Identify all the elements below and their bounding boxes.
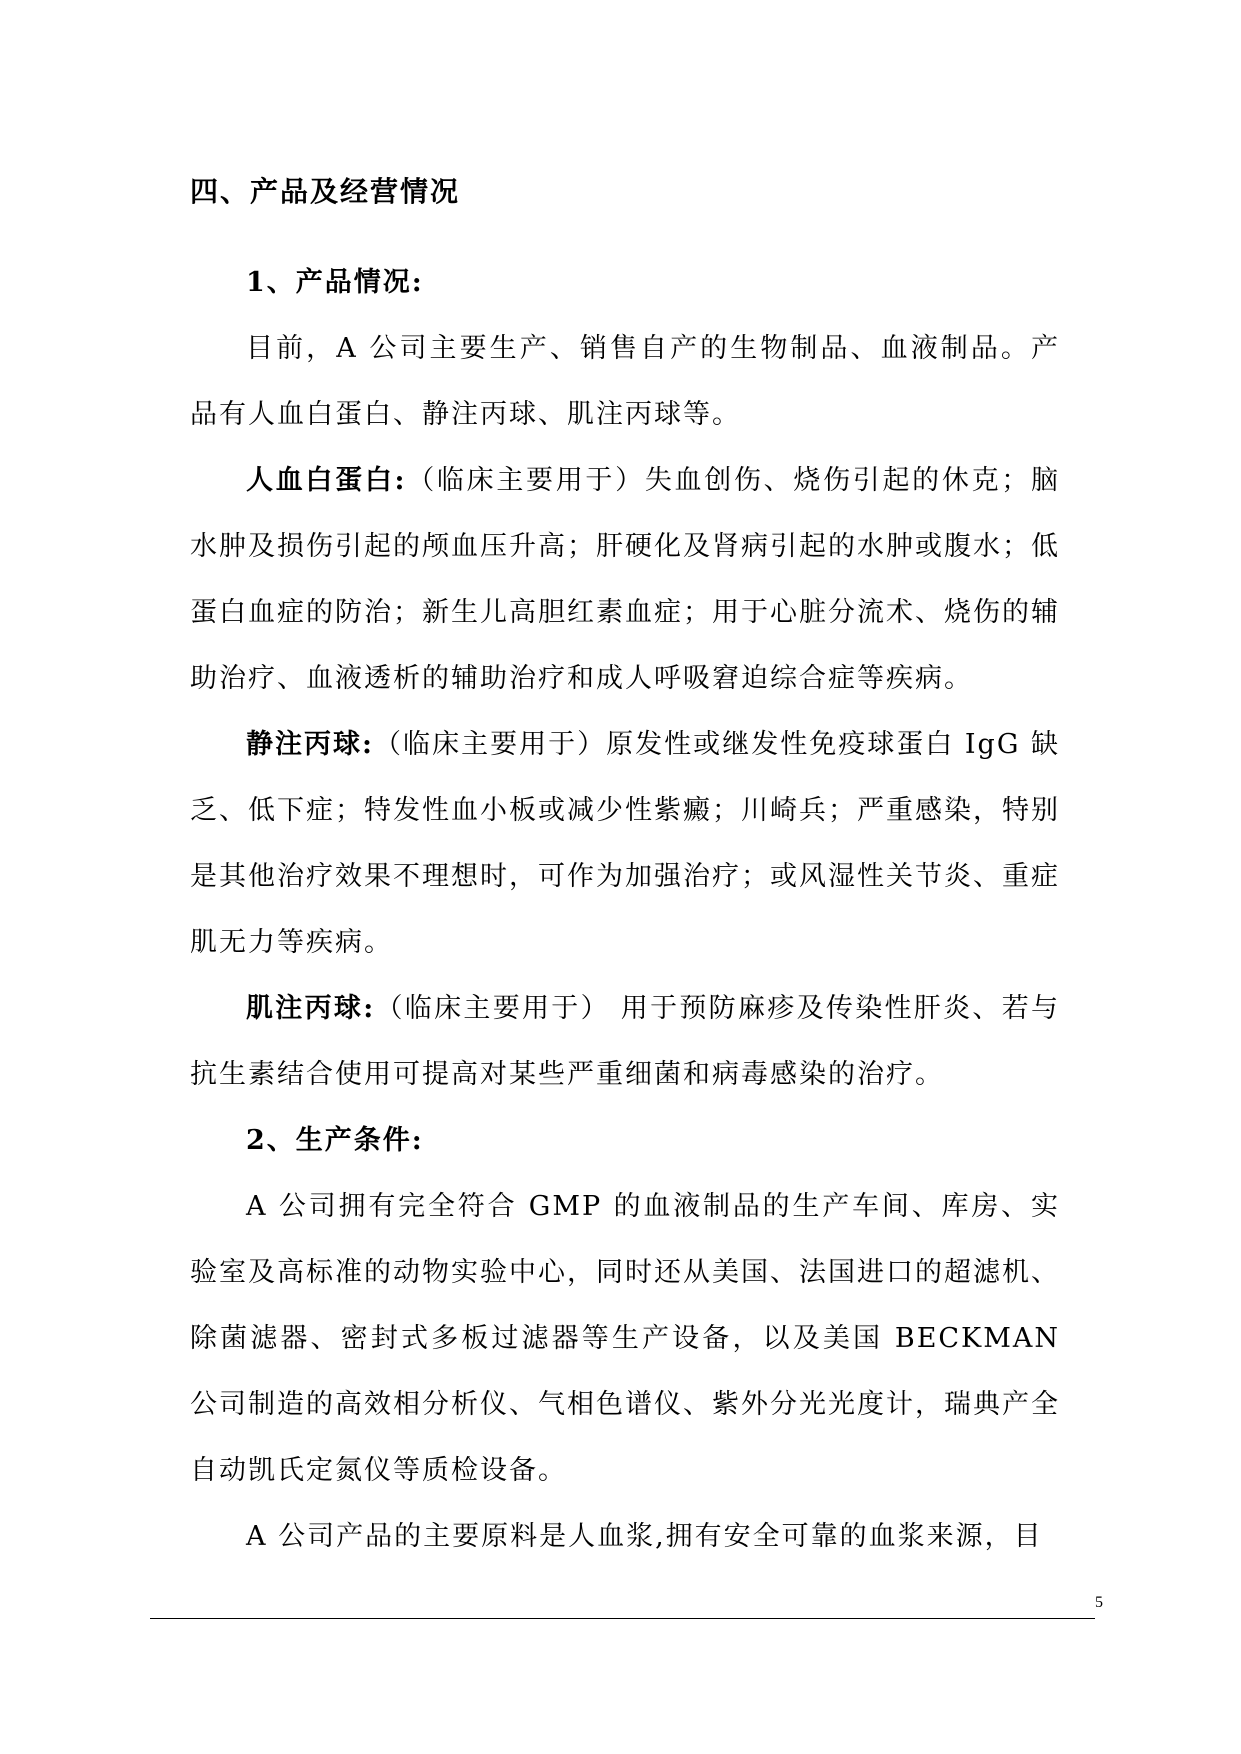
paragraph: 静注丙球:（临床主要用于）原发性或继发性免疫球蛋白 IgG 缺乏、低下症；特发性血小板或减少性紫癜；川崎兵；严重感染，特别是其他治疗效果不理想时，可作为加强治疗；或风湿性关节炎、重症肌无力等疾病。 xyxy=(190,729,1061,958)
section-title: 四、产品及经营情况 xyxy=(190,175,461,208)
paragraph: 人血白蛋白:（临床主要用于）失血创伤、烧伤引起的休克；脑水肿及损伤引起的颅血压升高；肝硬化及肾病引起的水肿或腹水；低蛋白血症的防治；新生儿高胆红素血症；用于心脏分流术、烧伤的辅助治疗、血液透析的辅助治疗和成人呼吸窘迫综合症等疾病。 xyxy=(190,465,1061,694)
page-number: 5 xyxy=(1095,1594,1103,1611)
paragraph: 肌注丙球:（临床主要用于） 用于预防麻疹及传染性肝炎、若与抗生素结合使用可提高对某些严重细菌和病毒感染的治疗。 xyxy=(190,993,1061,1090)
subsection-title: 2、生产条件: xyxy=(246,1125,424,1156)
product-term: 肌注丙球: xyxy=(246,993,376,1024)
footer-divider xyxy=(150,1618,1095,1619)
paragraph: A 公司拥有完全符合 GMP 的血液制品的生产车间、库房、实验室及高标准的动物实验中心，同时还从美国、法国进口的超滤机、除菌滤器、密封式多板过滤器等生产设备，以及美国 BECKMAN 公司制造的高效相分析仪、气相色谱仪、紫外分光光度计，瑞典产全自动凯氏定氮仪等质检设备。 xyxy=(190,1191,1060,1486)
paragraph: 目前，A 公司主要生产、销售自产的生物制品、血液制品。产品有人血白蛋白、静注丙球、肌注丙球等。 xyxy=(190,333,1060,430)
product-term: 人血白蛋白: xyxy=(246,465,407,496)
product-term: 静注丙球: xyxy=(246,729,375,760)
document-body xyxy=(190,170,1060,1570)
paragraph: A 公司产品的主要原料是人血浆,拥有安全可靠的血浆来源，目 xyxy=(246,1521,1043,1552)
subsection-title: 1、产品情况: xyxy=(246,267,424,298)
subsection-production-conditions xyxy=(190,1108,1060,1570)
subsection-product-info xyxy=(190,250,1060,1108)
